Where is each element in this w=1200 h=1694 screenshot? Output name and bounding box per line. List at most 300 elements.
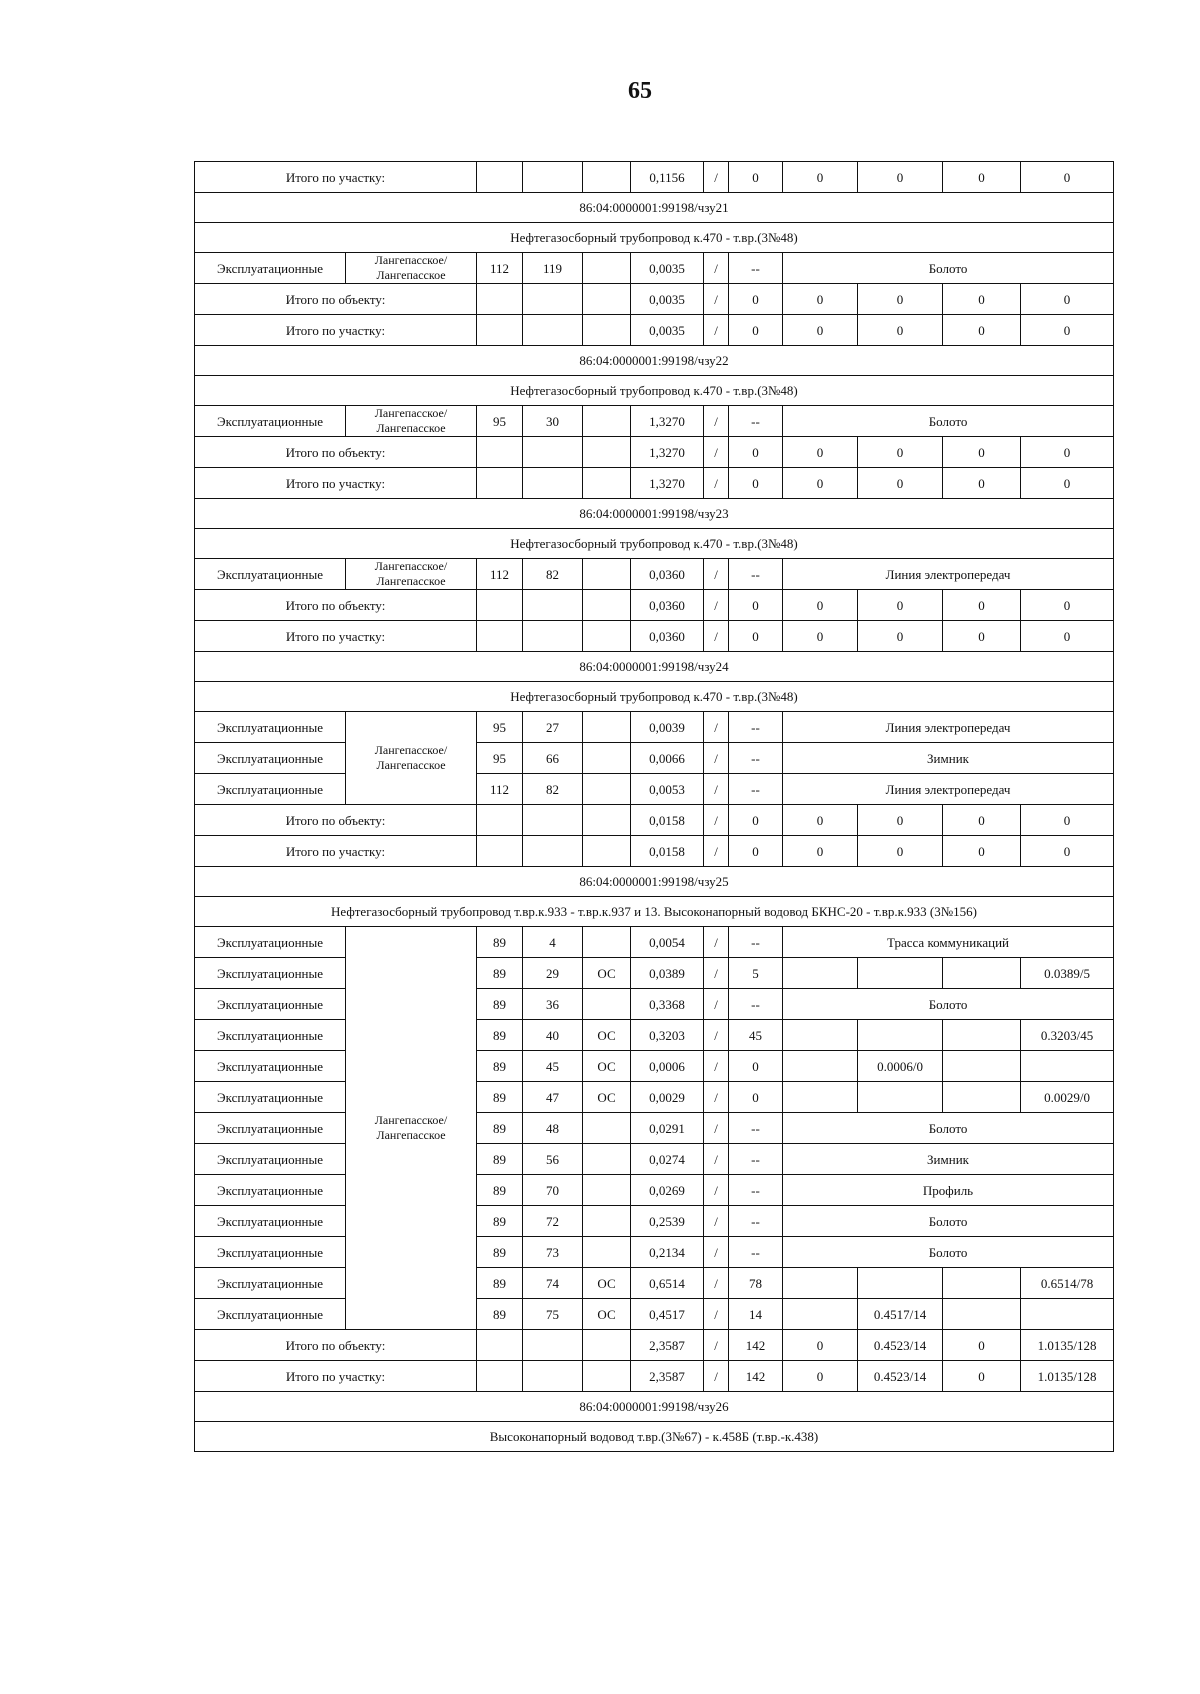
area-value: 0,0360 (631, 621, 704, 652)
quarter-number: 95 (477, 712, 523, 743)
table-row (195, 1175, 1114, 1206)
slash-separator: / (704, 836, 729, 867)
volume-value: -- (729, 927, 783, 958)
volume-value: -- (729, 743, 783, 774)
land-category: Эксплуатационные (195, 774, 346, 805)
detail-value (783, 1020, 858, 1051)
empty-cell (583, 315, 631, 346)
total-value: 0 (729, 590, 783, 621)
total-value: 0 (943, 468, 1021, 499)
quarter-number: 89 (477, 1175, 523, 1206)
detail-value (783, 1268, 858, 1299)
protection-code (583, 743, 631, 774)
protection-code (583, 559, 631, 590)
empty-cell (523, 805, 583, 836)
total-value: 0 (729, 315, 783, 346)
cadastral-number: 86:04:0000001:99198/чзу23 (195, 499, 1114, 529)
total-value: 0 (1021, 805, 1114, 836)
detail-value (858, 1020, 943, 1051)
table-row (195, 1020, 1114, 1051)
total-label: Итого по объекту: (195, 805, 477, 836)
table-row (195, 712, 1114, 743)
empty-cell (583, 284, 631, 315)
field-name: Лангепасское/ Лангепасское (346, 406, 477, 437)
cadastral-row (195, 1392, 1114, 1422)
cadastral-number: 86:04:0000001:99198/чзу24 (195, 652, 1114, 682)
total-row (195, 621, 1114, 652)
land-type-note: Болото (783, 989, 1114, 1020)
land-type-note: Болото (783, 1113, 1114, 1144)
detail-value (1021, 1051, 1114, 1082)
slash-separator: / (704, 1299, 729, 1330)
total-label: Итого по объекту: (195, 590, 477, 621)
total-row (195, 284, 1114, 315)
object-row (195, 1422, 1114, 1452)
section-number: 27 (523, 712, 583, 743)
land-category: Эксплуатационные (195, 406, 346, 437)
total-value: 0 (943, 590, 1021, 621)
total-label: Итого по участку: (195, 836, 477, 867)
total-value: 0 (729, 284, 783, 315)
quarter-number: 112 (477, 774, 523, 805)
slash-separator: / (704, 284, 729, 315)
protection-code (583, 1113, 631, 1144)
land-category: Эксплуатационные (195, 559, 346, 590)
slash-separator: / (704, 1144, 729, 1175)
quarter-number: 89 (477, 958, 523, 989)
section-number: 47 (523, 1082, 583, 1113)
table-row (195, 1082, 1114, 1113)
total-row (195, 590, 1114, 621)
volume-value: -- (729, 253, 783, 284)
slash-separator: / (704, 1206, 729, 1237)
detail-value (1021, 1299, 1114, 1330)
slash-separator: / (704, 805, 729, 836)
table-row (195, 1237, 1114, 1268)
total-value: 0 (783, 805, 858, 836)
object-name: Нефтегазосборный трубопровод к.470 - т.вр.(3№48) (195, 376, 1114, 406)
detail-value (943, 1299, 1021, 1330)
empty-cell (523, 590, 583, 621)
empty-cell (583, 805, 631, 836)
volume-value: -- (729, 989, 783, 1020)
object-name: Нефтегазосборный трубопровод т.вр.к.933 - т.вр.к.937 и 13. Высоконапорный водовод БКНС-20 - т.вр.к.933 (3№156) (195, 897, 1114, 927)
empty-cell (523, 621, 583, 652)
land-type-note: Линия электропередач (783, 712, 1114, 743)
detail-value (858, 1268, 943, 1299)
empty-cell (583, 1361, 631, 1392)
protection-code: ОС (583, 1299, 631, 1330)
total-value: 0 (1021, 836, 1114, 867)
empty-cell (523, 836, 583, 867)
total-row (195, 1361, 1114, 1392)
table-row (195, 958, 1114, 989)
volume-value: 5 (729, 958, 783, 989)
area-value: 0,0035 (631, 253, 704, 284)
area-value: 0,0274 (631, 1144, 704, 1175)
detail-value (943, 958, 1021, 989)
slash-separator: / (704, 162, 729, 193)
detail-value (783, 1082, 858, 1113)
quarter-number: 89 (477, 1082, 523, 1113)
table-row (195, 1113, 1114, 1144)
total-value: 0 (858, 836, 943, 867)
slash-separator: / (704, 437, 729, 468)
total-label: Итого по объекту: (195, 284, 477, 315)
land-category: Эксплуатационные (195, 743, 346, 774)
protection-code (583, 774, 631, 805)
land-category: Эксплуатационные (195, 1206, 346, 1237)
empty-cell (523, 1361, 583, 1392)
protection-code: ОС (583, 1082, 631, 1113)
land-type-note: Болото (783, 253, 1114, 284)
table-row (195, 406, 1114, 437)
total-value: 0 (858, 284, 943, 315)
total-value: 0 (1021, 468, 1114, 499)
land-category: Эксплуатационные (195, 1113, 346, 1144)
area-value: 0,2539 (631, 1206, 704, 1237)
slash-separator: / (704, 590, 729, 621)
total-row (195, 805, 1114, 836)
area-value: 2,3587 (631, 1361, 704, 1392)
total-label: Итого по участку: (195, 1361, 477, 1392)
area-value: 0,0158 (631, 805, 704, 836)
slash-separator: / (704, 1268, 729, 1299)
detail-value (943, 1268, 1021, 1299)
empty-cell (523, 468, 583, 499)
empty-cell (477, 621, 523, 652)
empty-cell (583, 437, 631, 468)
empty-cell (477, 162, 523, 193)
empty-cell (583, 621, 631, 652)
total-row (195, 1330, 1114, 1361)
land-category: Эксплуатационные (195, 989, 346, 1020)
empty-cell (583, 1330, 631, 1361)
land-type-note: Болото (783, 1237, 1114, 1268)
slash-separator: / (704, 1051, 729, 1082)
slash-separator: / (704, 253, 729, 284)
field-name: Лангепасское/ Лангепасское (346, 253, 477, 284)
empty-cell (523, 315, 583, 346)
slash-separator: / (704, 315, 729, 346)
total-value: 0 (943, 805, 1021, 836)
slash-separator: / (704, 1113, 729, 1144)
total-value: 0 (783, 836, 858, 867)
cadastral-number: 86:04:0000001:99198/чзу22 (195, 346, 1114, 376)
slash-separator: / (704, 1020, 729, 1051)
total-value: 0 (943, 1330, 1021, 1361)
table-row (195, 1144, 1114, 1175)
cadastral-row (195, 499, 1114, 529)
quarter-number: 95 (477, 743, 523, 774)
protection-code (583, 253, 631, 284)
total-value: 0 (858, 437, 943, 468)
detail-value: 0.6514/78 (1021, 1268, 1114, 1299)
total-value: 0 (943, 621, 1021, 652)
total-label: Итого по участку: (195, 315, 477, 346)
detail-value: 0.4517/14 (858, 1299, 943, 1330)
quarter-number: 89 (477, 1237, 523, 1268)
page-number: 65 (628, 78, 652, 104)
land-category: Эксплуатационные (195, 1268, 346, 1299)
area-value: 1,3270 (631, 406, 704, 437)
empty-cell (583, 468, 631, 499)
section-number: 48 (523, 1113, 583, 1144)
protection-code: ОС (583, 1268, 631, 1299)
section-number: 119 (523, 253, 583, 284)
land-category: Эксплуатационные (195, 1299, 346, 1330)
total-value: 0 (783, 1361, 858, 1392)
area-value: 0,0029 (631, 1082, 704, 1113)
protection-code (583, 927, 631, 958)
area-value: 0,0053 (631, 774, 704, 805)
protection-code (583, 989, 631, 1020)
volume-value: -- (729, 559, 783, 590)
empty-cell (477, 590, 523, 621)
table-row (195, 1051, 1114, 1082)
detail-value: 0.3203/45 (1021, 1020, 1114, 1051)
total-value: 142 (729, 1361, 783, 1392)
empty-cell (583, 836, 631, 867)
volume-value: -- (729, 774, 783, 805)
cadastral-row (195, 193, 1114, 223)
empty-cell (477, 468, 523, 499)
area-value: 0,0269 (631, 1175, 704, 1206)
empty-cell (523, 284, 583, 315)
total-value: 0 (943, 836, 1021, 867)
total-value: 0 (783, 284, 858, 315)
land-category: Эксплуатационные (195, 1175, 346, 1206)
object-row (195, 897, 1114, 927)
area-value: 0,1156 (631, 162, 704, 193)
section-number: 74 (523, 1268, 583, 1299)
object-row (195, 529, 1114, 559)
volume-value: 45 (729, 1020, 783, 1051)
area-value: 0,2134 (631, 1237, 704, 1268)
total-label: Итого по объекту: (195, 437, 477, 468)
object-name: Нефтегазосборный трубопровод к.470 - т.вр.(3№48) (195, 682, 1114, 712)
table-row (195, 927, 1114, 958)
land-category: Эксплуатационные (195, 1144, 346, 1175)
land-category: Эксплуатационные (195, 712, 346, 743)
quarter-number: 89 (477, 989, 523, 1020)
detail-value (943, 1082, 1021, 1113)
total-value: 0 (783, 468, 858, 499)
table-row (195, 1299, 1114, 1330)
total-value: 0 (858, 315, 943, 346)
total-row (195, 437, 1114, 468)
total-row (195, 315, 1114, 346)
land-category: Эксплуатационные (195, 1020, 346, 1051)
land-type-note: Линия электропередач (783, 559, 1114, 590)
total-value: 0 (729, 468, 783, 499)
total-value: 0 (729, 621, 783, 652)
empty-cell (477, 1330, 523, 1361)
total-value: 0 (943, 284, 1021, 315)
land-category: Эксплуатационные (195, 253, 346, 284)
land-type-note: Трасса коммуникаций (783, 927, 1114, 958)
area-value: 2,3587 (631, 1330, 704, 1361)
detail-value (858, 958, 943, 989)
detail-value: 0.0029/0 (1021, 1082, 1114, 1113)
empty-cell (523, 162, 583, 193)
land-type-note: Зимник (783, 743, 1114, 774)
quarter-number: 112 (477, 559, 523, 590)
section-number: 66 (523, 743, 583, 774)
slash-separator: / (704, 1082, 729, 1113)
total-value: 0 (943, 437, 1021, 468)
total-value: 0 (783, 1330, 858, 1361)
detail-value (783, 958, 858, 989)
cadastral-row (195, 867, 1114, 897)
slash-separator: / (704, 468, 729, 499)
total-label: Итого по участку: (195, 621, 477, 652)
total-value: 0 (783, 590, 858, 621)
total-value: 0 (858, 162, 943, 193)
slash-separator: / (704, 712, 729, 743)
empty-cell (477, 805, 523, 836)
protection-code (583, 1175, 631, 1206)
total-value: 0.4523/14 (858, 1361, 943, 1392)
table-row (195, 1206, 1114, 1237)
total-value: 0 (1021, 621, 1114, 652)
volume-value: -- (729, 1206, 783, 1237)
cadastral-number: 86:04:0000001:99198/чзу21 (195, 193, 1114, 223)
section-number: 56 (523, 1144, 583, 1175)
total-value: 0 (729, 162, 783, 193)
area-value: 0,0035 (631, 315, 704, 346)
slash-separator: / (704, 406, 729, 437)
land-type-note: Профиль (783, 1175, 1114, 1206)
total-value: 0 (943, 315, 1021, 346)
total-label: Итого по объекту: (195, 1330, 477, 1361)
total-row (195, 468, 1114, 499)
total-value: 0 (1021, 315, 1114, 346)
table-row (195, 253, 1114, 284)
detail-value (943, 1051, 1021, 1082)
protection-code: ОС (583, 1020, 631, 1051)
section-number: 36 (523, 989, 583, 1020)
volume-value: 78 (729, 1268, 783, 1299)
volume-value: 0 (729, 1051, 783, 1082)
total-value: 0 (943, 162, 1021, 193)
total-value: 0 (1021, 437, 1114, 468)
section-number: 30 (523, 406, 583, 437)
area-value: 1,3270 (631, 468, 704, 499)
quarter-number: 89 (477, 1020, 523, 1051)
area-value: 0,0054 (631, 927, 704, 958)
section-number: 75 (523, 1299, 583, 1330)
total-label: Итого по участку: (195, 162, 477, 193)
empty-cell (583, 162, 631, 193)
empty-cell (477, 284, 523, 315)
empty-cell (583, 590, 631, 621)
area-value: 0,3203 (631, 1020, 704, 1051)
section-number: 4 (523, 927, 583, 958)
quarter-number: 95 (477, 406, 523, 437)
protection-code (583, 406, 631, 437)
total-value: 0 (783, 621, 858, 652)
total-value: 1.0135/128 (1021, 1330, 1114, 1361)
object-row (195, 682, 1114, 712)
volume-value: -- (729, 1175, 783, 1206)
slash-separator: / (704, 958, 729, 989)
area-value: 0,0039 (631, 712, 704, 743)
volume-value: -- (729, 1113, 783, 1144)
empty-cell (523, 1330, 583, 1361)
land-type-note: Линия электропередач (783, 774, 1114, 805)
section-number: 70 (523, 1175, 583, 1206)
area-value: 0,0158 (631, 836, 704, 867)
volume-value: 14 (729, 1299, 783, 1330)
slash-separator: / (704, 559, 729, 590)
total-row (195, 836, 1114, 867)
quarter-number: 89 (477, 1113, 523, 1144)
land-category: Эксплуатационные (195, 1237, 346, 1268)
total-label: Итого по участку: (195, 468, 477, 499)
total-value: 0 (729, 836, 783, 867)
table-row (195, 989, 1114, 1020)
section-number: 29 (523, 958, 583, 989)
field-name: Лангепасское/ Лангепасское (346, 559, 477, 590)
empty-cell (477, 1361, 523, 1392)
area-value: 0,0035 (631, 284, 704, 315)
quarter-number: 112 (477, 253, 523, 284)
volume-value: 0 (729, 1082, 783, 1113)
total-value: 0 (1021, 590, 1114, 621)
protection-code (583, 1206, 631, 1237)
quarter-number: 89 (477, 1144, 523, 1175)
slash-separator: / (704, 743, 729, 774)
total-value: 0 (729, 437, 783, 468)
object-name: Высоконапорный водовод т.вр.(3№67) - к.458Б (т.вр.-к.438) (195, 1422, 1114, 1452)
cadastral-row (195, 652, 1114, 682)
total-value: 0 (783, 437, 858, 468)
table-row (195, 559, 1114, 590)
field-name: Лангепасское/ Лангепасское (346, 927, 477, 1330)
quarter-number: 89 (477, 1206, 523, 1237)
total-value: 0 (858, 590, 943, 621)
slash-separator: / (704, 774, 729, 805)
total-value: 0 (1021, 284, 1114, 315)
total-value: 0 (783, 315, 858, 346)
detail-value: 0.0006/0 (858, 1051, 943, 1082)
area-value: 0,4517 (631, 1299, 704, 1330)
cadastral-number: 86:04:0000001:99198/чзу26 (195, 1392, 1114, 1422)
area-value: 0,3368 (631, 989, 704, 1020)
volume-value: -- (729, 406, 783, 437)
object-row (195, 376, 1114, 406)
total-value: 0 (858, 468, 943, 499)
land-plot-register-table (194, 161, 1114, 1452)
slash-separator: / (704, 1330, 729, 1361)
section-number: 45 (523, 1051, 583, 1082)
land-category: Эксплуатационные (195, 1082, 346, 1113)
empty-cell (477, 437, 523, 468)
total-value: 1.0135/128 (1021, 1361, 1114, 1392)
total-value: 0 (858, 805, 943, 836)
total-value: 0 (858, 621, 943, 652)
section-number: 82 (523, 559, 583, 590)
total-row (195, 162, 1114, 193)
detail-value (783, 1299, 858, 1330)
section-number: 40 (523, 1020, 583, 1051)
area-value: 0,0006 (631, 1051, 704, 1082)
protection-code: ОС (583, 1051, 631, 1082)
section-number: 73 (523, 1237, 583, 1268)
total-value: 0 (783, 162, 858, 193)
field-name: Лангепасское/ Лангепасское (346, 712, 477, 805)
